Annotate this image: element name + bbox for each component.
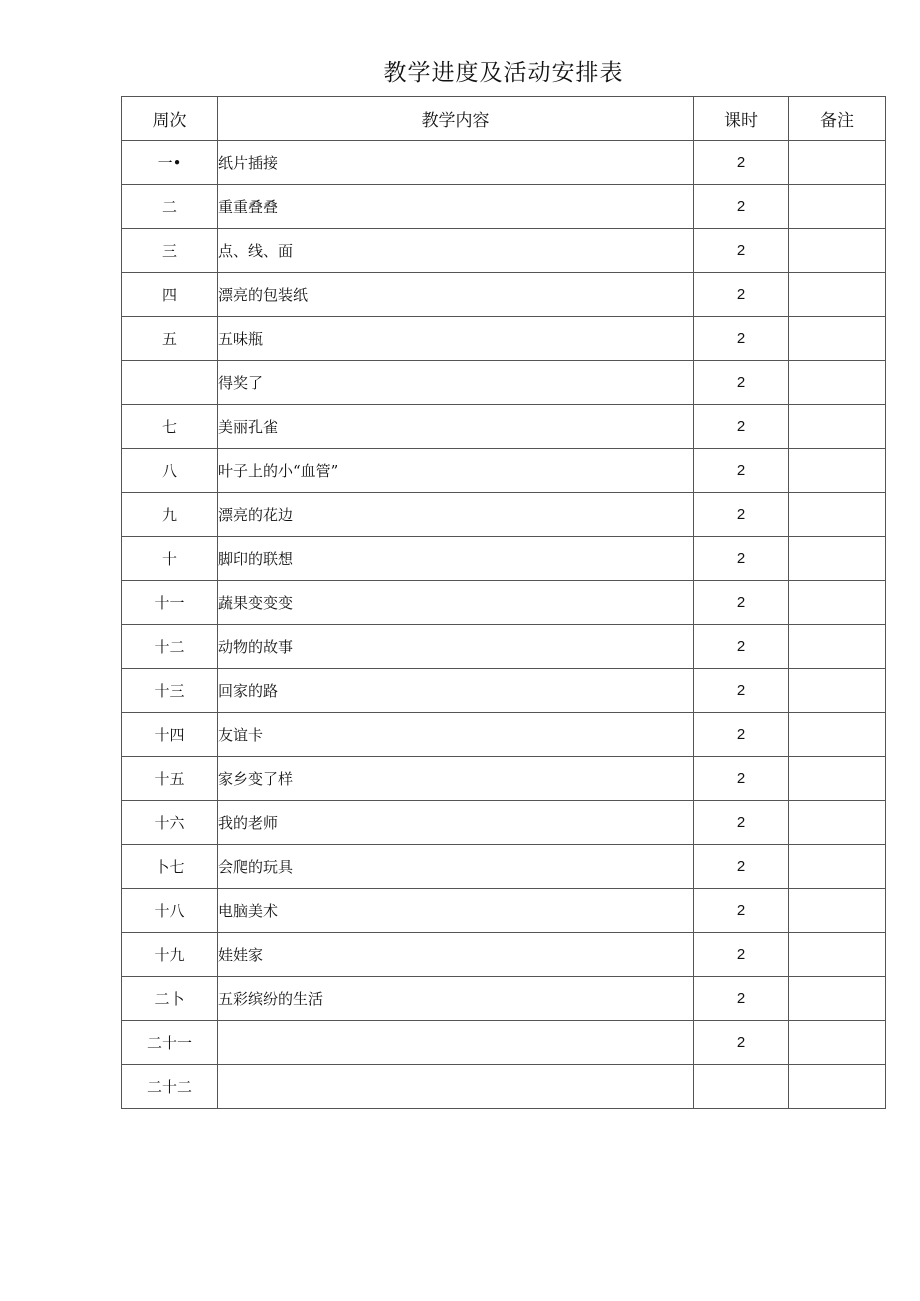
notes-cell [789, 229, 886, 273]
notes-cell [789, 493, 886, 537]
content-cell: 家乡变了样 [218, 757, 694, 801]
week-cell: 卜七 [122, 845, 218, 889]
content-cell: 纸片插接 [218, 141, 694, 185]
page-title: 教学进度及活动安排表 [383, 60, 624, 86]
content-cell: 叶子上的小“血管” [218, 449, 694, 493]
notes-cell [789, 669, 886, 713]
table-row [122, 361, 886, 405]
content-cell: 娃娃家 [218, 933, 694, 977]
week-cell [122, 361, 218, 405]
notes-cell [789, 845, 886, 889]
notes-cell [789, 1065, 886, 1109]
week-cell: 十二 [122, 625, 218, 669]
notes-cell [789, 185, 886, 229]
table-row [122, 405, 886, 449]
hours-cell: 2 [694, 317, 789, 361]
hours-cell: 2 [694, 537, 789, 581]
table-row [122, 1065, 886, 1109]
notes-cell [789, 361, 886, 405]
notes-cell [789, 933, 886, 977]
hours-cell: 2 [694, 801, 789, 845]
notes-cell [789, 449, 886, 493]
table-row [122, 449, 886, 493]
notes-cell [789, 537, 886, 581]
week-cell: 十八 [122, 889, 218, 933]
notes-cell [789, 713, 886, 757]
notes-cell [789, 317, 886, 361]
week-cell: 十六 [122, 801, 218, 845]
notes-cell [789, 625, 886, 669]
content-cell: 漂亮的包装纸 [218, 273, 694, 317]
table-row [122, 801, 886, 845]
hours-cell: 2 [694, 933, 789, 977]
content-cell: 会爬的玩具 [218, 845, 694, 889]
table-row [122, 273, 886, 317]
schedule-table [121, 96, 886, 1109]
header-row [122, 97, 886, 141]
week-cell: 二十一 [122, 1021, 218, 1065]
week-cell: 十一 [122, 581, 218, 625]
notes-cell [789, 977, 886, 1021]
table-row [122, 977, 886, 1021]
table-row [122, 933, 886, 977]
hours-cell: 2 [694, 581, 789, 625]
week-cell: 十四 [122, 713, 218, 757]
week-cell: 三 [122, 229, 218, 273]
header-content: 教学内容 [218, 97, 694, 141]
table-row [122, 317, 886, 361]
table-body [122, 141, 886, 1109]
week-cell: 十三 [122, 669, 218, 713]
content-cell: 得奖了 [218, 361, 694, 405]
week-cell: 九 [122, 493, 218, 537]
hours-cell: 2 [694, 405, 789, 449]
week-cell: 十九 [122, 933, 218, 977]
week-cell: 二卜 [122, 977, 218, 1021]
hours-cell: 2 [694, 757, 789, 801]
week-cell: 二 [122, 185, 218, 229]
notes-cell [789, 141, 886, 185]
notes-cell [789, 801, 886, 845]
content-cell: 电脑美术 [218, 889, 694, 933]
content-cell: 蔬果变变变 [218, 581, 694, 625]
table-row [122, 889, 886, 933]
week-cell: 七 [122, 405, 218, 449]
notes-cell [789, 757, 886, 801]
table-row [122, 669, 886, 713]
content-cell: 回家的路 [218, 669, 694, 713]
content-cell: 五味瓶 [218, 317, 694, 361]
notes-cell [789, 581, 886, 625]
hours-cell: 2 [694, 449, 789, 493]
table-row [122, 141, 886, 185]
header-hours: 课时 [694, 97, 789, 141]
notes-cell [789, 889, 886, 933]
notes-cell [789, 273, 886, 317]
content-cell [218, 1065, 694, 1109]
table-row [122, 185, 886, 229]
content-cell [218, 1021, 694, 1065]
hours-cell: 2 [694, 141, 789, 185]
hours-cell: 2 [694, 889, 789, 933]
content-cell: 我的老师 [218, 801, 694, 845]
hours-cell [694, 1065, 789, 1109]
table-row [122, 757, 886, 801]
table-row [122, 581, 886, 625]
header-notes: 备注 [789, 97, 886, 141]
hours-cell: 2 [694, 977, 789, 1021]
notes-cell [789, 405, 886, 449]
table-row [122, 493, 886, 537]
table-row [122, 845, 886, 889]
week-cell: 一• [122, 141, 218, 185]
hours-cell: 2 [694, 625, 789, 669]
hours-cell: 2 [694, 713, 789, 757]
week-cell: 二十二 [122, 1065, 218, 1109]
notes-cell [789, 1021, 886, 1065]
table-row [122, 229, 886, 273]
content-cell: 五彩缤纷的生活 [218, 977, 694, 1021]
week-cell: 十 [122, 537, 218, 581]
week-cell: 四 [122, 273, 218, 317]
content-cell: 漂亮的花边 [218, 493, 694, 537]
table-row [122, 713, 886, 757]
content-cell: 美丽孔雀 [218, 405, 694, 449]
hours-cell: 2 [694, 361, 789, 405]
hours-cell: 2 [694, 669, 789, 713]
hours-cell: 2 [694, 1021, 789, 1065]
content-cell: 脚印的联想 [218, 537, 694, 581]
header-week: 周次 [122, 97, 218, 141]
week-cell: 十五 [122, 757, 218, 801]
hours-cell: 2 [694, 845, 789, 889]
content-cell: 友谊卡 [218, 713, 694, 757]
hours-cell: 2 [694, 229, 789, 273]
hours-cell: 2 [694, 493, 789, 537]
week-cell: 五 [122, 317, 218, 361]
content-cell: 动物的故事 [218, 625, 694, 669]
hours-cell: 2 [694, 185, 789, 229]
hours-cell: 2 [694, 273, 789, 317]
content-cell: 点、线、面 [218, 229, 694, 273]
table-row [122, 1021, 886, 1065]
content-cell: 重重叠叠 [218, 185, 694, 229]
week-cell: 八 [122, 449, 218, 493]
table-row [122, 537, 886, 581]
table-row [122, 625, 886, 669]
